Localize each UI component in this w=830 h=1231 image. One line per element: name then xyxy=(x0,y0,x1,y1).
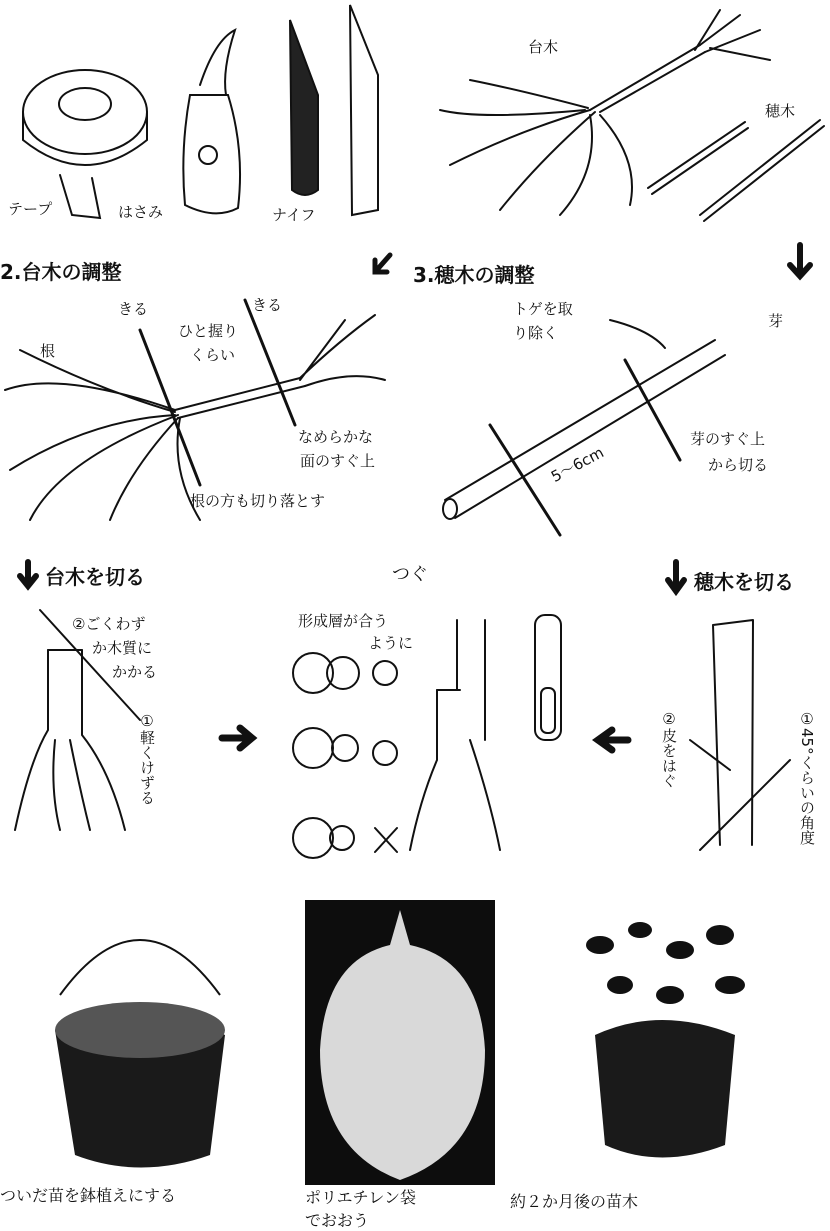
cambium-diagram xyxy=(293,653,397,858)
stock-note2-line2: か木質に xyxy=(92,639,153,657)
rootstock-label: 台木 xyxy=(528,38,559,56)
cambium-label-2: ように xyxy=(368,634,414,652)
remove-thorns-label-1: トゲを取 xyxy=(513,300,573,318)
handful-label-2: くらい xyxy=(190,346,236,364)
handful-label-1: ひと握り xyxy=(178,322,239,340)
arrow-down-icon xyxy=(790,245,810,276)
cut-right-label: きる xyxy=(252,296,283,314)
scissors-illustration xyxy=(183,30,240,213)
match-ok-mark-1 xyxy=(408,660,421,679)
angle-label: ①45°くらいの角度 xyxy=(798,710,816,845)
bud-label: 芽 xyxy=(768,312,784,330)
above-bud-label-1: 芽のすぐ上 xyxy=(690,430,766,448)
cambium-label-1: 形成層が合う xyxy=(298,612,389,630)
seedling-after-two-months-photo xyxy=(560,905,760,1175)
knife-illustration xyxy=(290,5,378,215)
rootstock-top-illustration xyxy=(440,10,770,215)
scion-sticks-illustration xyxy=(648,120,824,221)
potted-seedling-photo xyxy=(40,895,240,1180)
arrow-left-icon xyxy=(598,730,628,750)
grafted-stock-illustration xyxy=(410,615,561,850)
tape-illustration xyxy=(23,70,147,218)
roots-cut-label: 根の方も切り落とす xyxy=(190,492,326,510)
cut-scion-heading: 穂木を切る xyxy=(694,570,794,594)
scion-adjust-illustration xyxy=(443,320,725,535)
stock-note2-line3: かかる xyxy=(112,663,158,681)
smooth-surface-label-2: 面のすぐ上 xyxy=(300,452,376,470)
scissors-label: はさみ xyxy=(118,203,164,221)
potted-caption: ついだ苗を鉢植えにする xyxy=(0,1186,177,1205)
arrow-down-icon xyxy=(668,562,684,591)
scion-label: 穂木 xyxy=(765,102,796,120)
knife-label: ナイフ xyxy=(272,206,316,224)
root-label: 根 xyxy=(40,342,56,360)
peel-bark-label: ②皮をはぐ xyxy=(660,710,678,788)
match-ok-mark-2 xyxy=(408,742,421,761)
stock-note2-line1: ②ごくわず xyxy=(72,615,146,633)
step3-heading: 3.穂木の調整 xyxy=(413,263,535,287)
arrow-right-icon xyxy=(222,728,252,748)
cut-scion-illustration xyxy=(690,620,790,850)
remove-thorns-label-2: り除く xyxy=(513,324,559,342)
bag-caption-2: でおおう xyxy=(305,1211,370,1230)
graft-heading: つぐ xyxy=(392,564,428,585)
arrow-down-left-icon xyxy=(375,255,390,272)
seedling-caption: 約２か月後の苗木 xyxy=(510,1192,639,1211)
match-ng-mark xyxy=(408,830,421,849)
above-bud-label-2: から切る xyxy=(708,456,769,474)
smooth-surface-label-1: なめらかな xyxy=(298,428,374,446)
length-label: 5～6cm xyxy=(548,443,607,486)
stock-note1: ①軽くけずる xyxy=(138,712,156,805)
polyethylene-bag-photo xyxy=(305,900,495,1185)
cut-stock-heading: 台木を切る xyxy=(45,565,145,589)
step2-heading: 2.台木の調整 xyxy=(0,260,122,284)
bag-caption-1: ポリエチレン袋 xyxy=(305,1188,416,1207)
tape-label: テープ xyxy=(8,200,53,218)
arrow-down-icon xyxy=(20,562,36,586)
cut-left-label: きる xyxy=(118,300,149,318)
